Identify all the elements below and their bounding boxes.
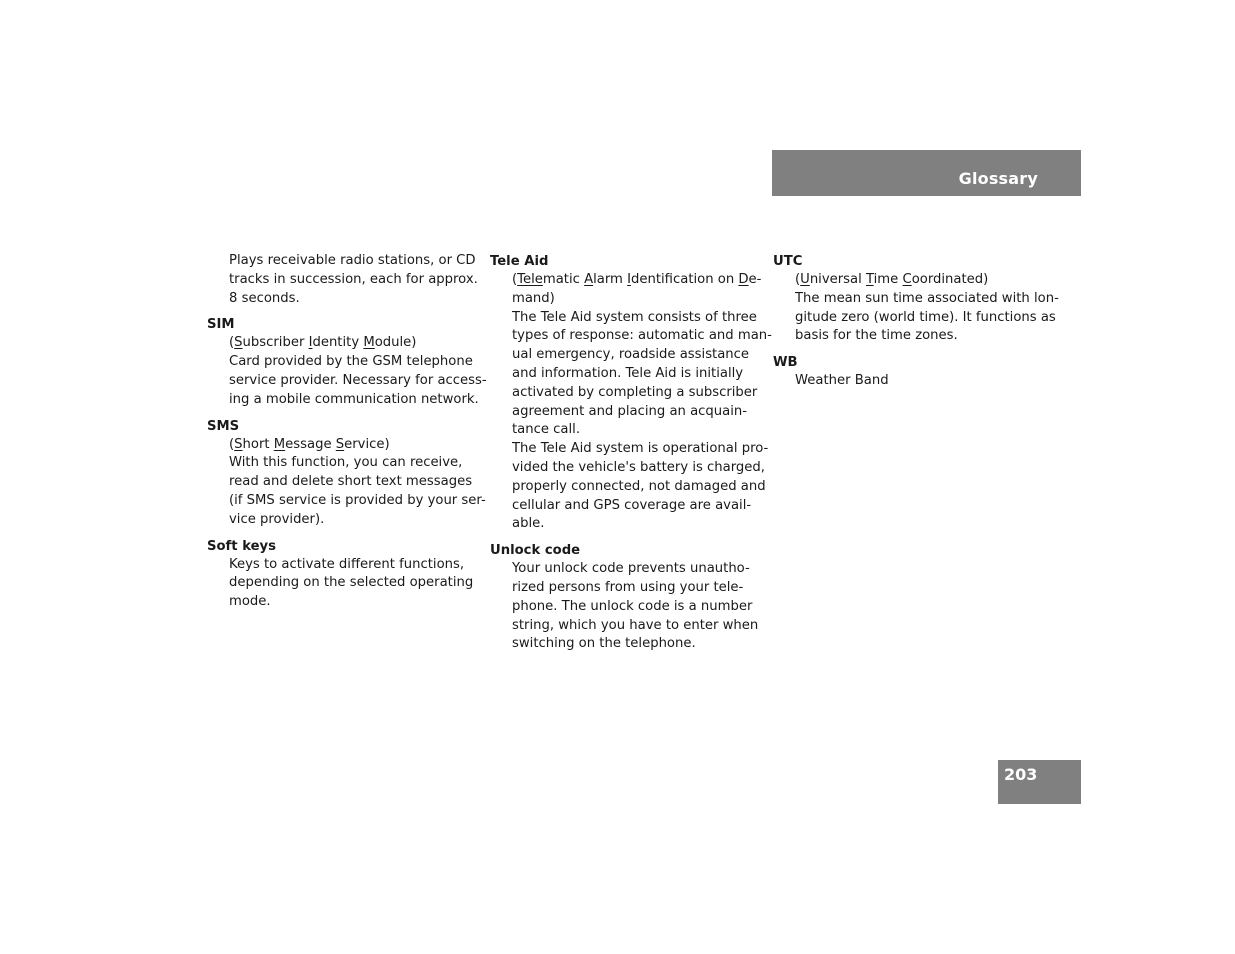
definition-line: Plays receivable radio stations, or CD [229,253,476,268]
entry-term: Unlock code [490,543,581,559]
entry-definition [773,372,1048,391]
entry-term: Tele Aid [490,254,549,269]
definition-line: gitude zero (world time). It functions as [795,309,1056,325]
definition-line: The Tele Aid system is operational pro- [512,441,769,457]
definition-line: basis for the time zones. [795,328,958,344]
entry-definition [207,556,482,612]
definition-line: Your unlock code prevents unautho- [512,561,750,577]
entry-expansion: mand) [512,290,555,306]
definition-line: switching on the telephone. [512,636,696,652]
entry-term: SMS [207,418,240,434]
definition-line: ing a mobile communication network. [229,391,479,407]
definition-line: activated by completing a subscriber [512,384,758,400]
entry-term: Soft keys [207,538,276,554]
definition-line: The mean sun time associated with lon- [795,290,1059,306]
section-tab [772,150,1081,196]
entry-expansion: (Short Message Service) [229,436,390,452]
entry-definition [773,271,1059,346]
entry-term: UTC [773,254,803,269]
entry-definition [207,334,487,409]
section-title: Glossary [958,169,1038,188]
glossary-entry-scan [207,252,482,308]
entry-definition [490,560,765,654]
definition-line: able. [512,516,545,532]
definition-line: and information. Tele Aid is initially [512,365,744,381]
glossary-entry-sim [207,315,487,409]
definition-line: string, which you have to enter when [512,617,759,633]
entry-term: SIM [207,317,235,333]
entry-definition [207,252,482,308]
entry-term: WB [773,355,798,371]
glossary-entry-tele-aid [490,252,772,534]
definition-line: Card provided by the GSM telephone [229,354,473,370]
definition-line: mode. [229,594,271,610]
definition-line: agreement and placing an acquain- [512,403,747,419]
definition-line: With this function, you can receive, [229,455,463,471]
glossary-entry-utc [773,252,1059,346]
definition-line: Keys to activate different functions, [229,556,465,572]
definition-line: service provider. Necessary for access- [229,372,487,388]
definition-line: tance call. [512,422,581,438]
definition-line: cellular and GPS coverage are avail- [512,497,752,513]
definition-line: read and delete short text messages [229,474,473,490]
glossary-entry-unlock-code [490,541,765,654]
entry-expansion: (Telematic Alarm Identification on De- [512,272,762,287]
definition-line: ual emergency, roadside assistance [512,347,750,363]
definition-line: rized persons from using your tele- [512,579,744,595]
definition-line: phone. The unlock code is a number [512,598,753,614]
entry-definition [207,436,486,530]
glossary-entry-wb [773,353,1048,391]
page-number: 203 [1004,765,1038,784]
definition-line: properly connected, not damaged and [512,478,766,494]
entry-expansion: (Subscriber Identity Module) [229,335,417,351]
definition-line: types of response: automatic and man- [512,328,772,344]
definition-line: tracks in succession, each for approx. [229,271,478,287]
definition-line: depending on the selected operating [229,575,474,591]
glossary-entry-sms [207,417,486,530]
page-number-box [998,760,1081,804]
glossary-entry-soft-keys [207,537,482,612]
definition-line: vice provider). [229,511,325,527]
definition-line: 8 seconds. [229,290,300,306]
glossary-column-1 [207,252,487,619]
glossary-column-3 [773,252,1059,398]
entry-definition [490,271,772,534]
definition-line: (if SMS service is provided by your ser- [229,492,486,508]
definition-line: vided the vehicle's battery is charged, [512,459,765,475]
definition-line: Weather Band [795,373,889,389]
definition-line: The Tele Aid system consists of three [512,309,757,325]
glossary-column-2 [490,252,772,661]
entry-expansion: (Universal Time Coordinated) [795,272,989,287]
